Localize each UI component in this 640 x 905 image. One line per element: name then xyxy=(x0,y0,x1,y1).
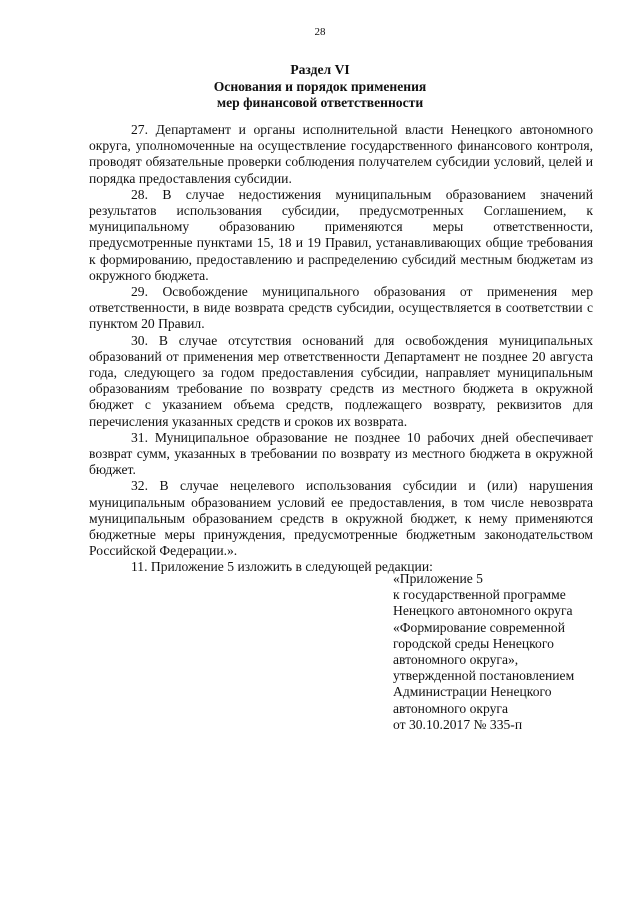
paragraph-27: 27. Департамент и органы исполнительной власти Ненецкого автономного округа, уполномоченные на осуществление государственного финансового контроля, проводят обязательные проверки соблюдения получателем субсидии условий, целей и порядка предоставления субсидии. xyxy=(89,122,593,186)
section-subtitle-line-2: мер финансовой ответственности xyxy=(216,95,424,110)
section-heading xyxy=(0,62,640,112)
paragraph-28: 28. В случае недостижения муниципальным образованием значений результатов использования субсидии, предусмотренных Соглашением, к муниципальному образованию применяются меры ответственности, предусмотренные пунктами 15, 18 и 19 Правил, устанавливающих общие требования к формированию, предоставлению и распределению субсидий местным бюджетам из окружного бюджета. xyxy=(89,186,593,283)
paragraph-30: 30. В случае отсутствия оснований для освобождения муниципальных образований от применения мер ответственности Департамент не позднее 20 августа года, следующего за годом предоставления субсидии, направляет муниципальным образованиям требование по возврату средств из местного бюджета в окружной бюджет с указанием объема средств, подлежащего возврату, реквизитов для перечисления указанных средств и сроков их возврата. xyxy=(89,332,593,429)
paragraph-29: 29. Освобождение муниципального образования от применения мер ответственности, в виде возврата средств субсидии, осуществляется в соответствии с пунктом 20 Правил. xyxy=(89,284,593,332)
section-subtitle-line-1: Основания и порядок применения xyxy=(213,78,427,94)
appendix-line: автономного округа», xyxy=(393,652,519,668)
document-body xyxy=(89,122,593,576)
appendix-line: к государственной программе xyxy=(393,587,566,603)
appendix-line: автономного округа xyxy=(393,700,509,716)
appendix-line: утвержденной постановлением xyxy=(393,668,575,684)
paragraph-31: 31. Муниципальное образование не позднее 10 рабочих дней обеспечивает возврат сумм, указанных в требовании по возврату из местного бюджета в окружной бюджет. xyxy=(89,429,593,478)
page-number: 28 xyxy=(314,26,326,38)
appendix-header-block xyxy=(393,571,623,733)
appendix-line: городской среды Ненецкого xyxy=(393,635,554,651)
section-title: Раздел VI xyxy=(290,62,350,77)
paragraph-32: 32. В случае нецелевого использования субсидии и (или) нарушения муниципальным образованием условий ее предоставления, в том числе невозврата муниципальным образованием средств в окружной бюджет, к нему применяются бюджетные меры принуждения, предусмотренные бюджетным законодательством Российской Федерации.». xyxy=(89,478,593,559)
appendix-line: «Формирование современной xyxy=(393,619,565,635)
paragraph-11-amendment: 11. Приложение 5 изложить в следующей редакции: xyxy=(131,559,433,575)
appendix-line: Ненецкого автономного округа xyxy=(393,603,573,619)
appendix-line: «Приложение 5 xyxy=(393,571,483,586)
appendix-line: от 30.10.2017 № 335-п xyxy=(393,716,523,732)
appendix-line: Администрации Ненецкого xyxy=(393,684,552,700)
